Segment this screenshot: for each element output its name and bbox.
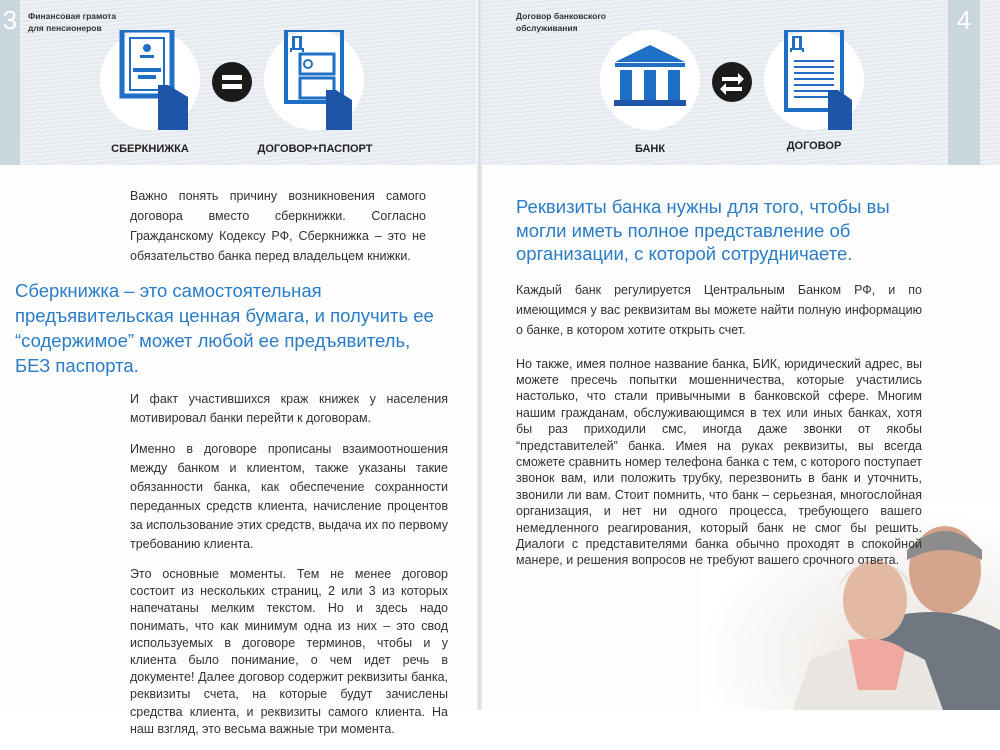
icon-label: ДОГОВОР+ПАСПОРТ [257,143,373,155]
paragraph: Каждый банк регулируется Центральным Банком РФ, и по имеющимся у вас реквизитам вы можете найти полную информацию о банке, в котором хотите открыть счет. [516,282,922,337]
page-number: 3 [0,0,20,165]
icon-label: ДОГОВОР [786,140,842,152]
left-page [0,0,480,736]
icon-label: СБЕРКНИЖКА [111,143,189,155]
icon-label: БАНК [634,143,666,155]
running-head: Договор банковского обслуживания [516,11,606,33]
paragraph: Важно понять причину возникновения самого договора вместо сберкнижки. Согласно Гражданскому Кодексу РФ, Сберкнижка – это не обязательство банка перед владельцем книжки. [130,189,426,263]
exchange-arrows-icon [712,62,752,102]
running-head: Финансовая грамота для пенсионеров [28,11,117,33]
paragraph: Именно в договоре прописаны взаимоотношения между банком и клиентом, также указаны такие обязанности банка, как обеспечение сохранности переданных средств клиента, начисление процентов за использование этих средств, выдача их по первому требованию клиента. [130,442,448,551]
savings-book-icon [100,30,200,130]
contract-icon [764,30,864,130]
highlight-text: Сберкнижка – это самостоятельная предъявительская ценная бумага, и получить ее “содержимое” может любой ее предъявитель, БЕЗ паспорта. [15,280,434,376]
equals-icon [212,62,252,102]
contract-passport-icon [264,30,364,130]
bank-icon [600,30,700,130]
highlight-text: Реквизиты банка нужны для того, чтобы вы могли иметь полное представление об организации, с которой сотрудничаете. [516,196,890,264]
right-text-column [516,195,936,581]
paragraph: Это основные моменты. Тем не менее договор состоит из нескольких страниц, 2 или 3 из которых напечатаны мелким текстом. Но и здесь надо понимать, что как минимум одна из них – это свод используемых в договоре терминов, чтобы и у клиента было понимание, о чем идет речь в документе! Далее договор содержит реквизиты банка, реквизиты счета, на которые будут зачислены средства клиента, и реквизиты самого клиента. На наш взгляд, это весьма важные три момента. [130,567,448,736]
paragraph: Но также, имея полное название банка, БИК, юридический адрес, вы можете пресечь попытки мошенничества, которые участились настолько, что стали привычными в банковской сфере. Многим нашим гражданам, обслуживающимся в тех или иных банках, хотя бы раз приходили смс, иногда даже звонки от якобы “представителей” банка. Имея на руках реквизиты, вы всегда сможете сравнить номер телефона банка с тем, с которого поступает звонок вам, или положить трубку, перезвонить в банк и уточнить, звонили ли вам. Стоит помнить, что банк – серьезная, многослойная организация, и нет ни одного процесса, требующего вашего немедленного реагирования, который банк не смог бы решить. Диалоги с представителями банка обычно проходят в спокойной манере, и решения вопросов не требуют вашего срочного ответа. [516,356,922,568]
left-text-column [15,186,448,750]
page-number: 4 [948,0,980,165]
paragraph: И факт участившихся краж книжек у населения мотивировал банки перейти к договорам. [130,392,448,425]
